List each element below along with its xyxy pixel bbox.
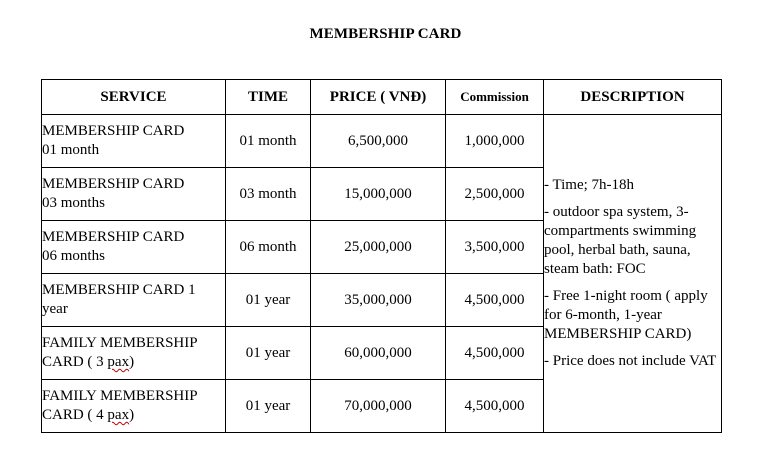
spellcheck-underlined-word: pax <box>107 407 130 423</box>
time-cell: 03 month <box>226 168 311 221</box>
time-cell: 06 month <box>226 221 311 274</box>
spellcheck-underlined-word: pax <box>107 354 130 370</box>
table-row <box>42 115 722 168</box>
header-description: DESCRIPTION <box>544 80 722 115</box>
header-time: TIME <box>226 80 311 115</box>
description-cell <box>544 115 722 433</box>
commission-cell: 4,500,000 <box>446 274 544 327</box>
service-duration: 06 months <box>42 248 105 264</box>
service-duration: 01 month <box>42 142 100 158</box>
commission-cell: 3,500,000 <box>446 221 544 274</box>
commission-cell: 4,500,000 <box>446 327 544 380</box>
service-name: MEMBERSHIP CARD <box>42 123 185 139</box>
service-cell <box>42 380 226 433</box>
service-cell <box>42 327 226 380</box>
membership-price-table <box>41 79 722 433</box>
price-cell: 6,500,000 <box>311 115 446 168</box>
service-duration: year <box>42 301 68 317</box>
commission-cell: 1,000,000 <box>446 115 544 168</box>
service-name: FAMILY MEMBERSHIP <box>42 388 198 404</box>
header-service: SERVICE <box>42 80 226 115</box>
service-cell <box>42 115 226 168</box>
service-cell <box>42 274 226 327</box>
price-cell: 70,000,000 <box>311 380 446 433</box>
time-cell: 01 year <box>226 380 311 433</box>
description-item: - outdoor spa system, 3-compartments swimming pool, herbal bath, sauna, steam bath: FOC <box>544 204 697 277</box>
description-item: - Time; 7h-18h <box>544 177 635 193</box>
service-cell <box>42 168 226 221</box>
service-name: MEMBERSHIP CARD <box>42 229 185 245</box>
time-cell: 01 year <box>226 274 311 327</box>
price-cell: 25,000,000 <box>311 221 446 274</box>
header-commission: Commission <box>446 80 544 115</box>
price-cell: 60,000,000 <box>311 327 446 380</box>
document-title: MEMBERSHIP CARD <box>309 26 462 42</box>
price-cell: 15,000,000 <box>311 168 446 221</box>
service-duration: CARD ( 4 pax) <box>42 407 135 423</box>
table-header-row <box>42 80 722 115</box>
service-name: MEMBERSHIP CARD <box>42 176 185 192</box>
description-item: - Price does not include VAT <box>544 353 717 369</box>
header-price: PRICE ( VNĐ) <box>311 80 446 115</box>
commission-cell: 2,500,000 <box>446 168 544 221</box>
service-duration: CARD ( 3 pax) <box>42 354 135 370</box>
time-cell: 01 year <box>226 327 311 380</box>
description-item: - Free 1-night room ( apply for 6-month, 1-year MEMBERSHIP CARD) <box>544 288 708 342</box>
service-duration: 03 months <box>42 195 105 211</box>
service-cell <box>42 221 226 274</box>
service-name: MEMBERSHIP CARD 1 <box>42 282 196 298</box>
time-cell: 01 month <box>226 115 311 168</box>
commission-cell: 4,500,000 <box>446 380 544 433</box>
service-name: FAMILY MEMBERSHIP <box>42 335 198 351</box>
price-cell: 35,000,000 <box>311 274 446 327</box>
